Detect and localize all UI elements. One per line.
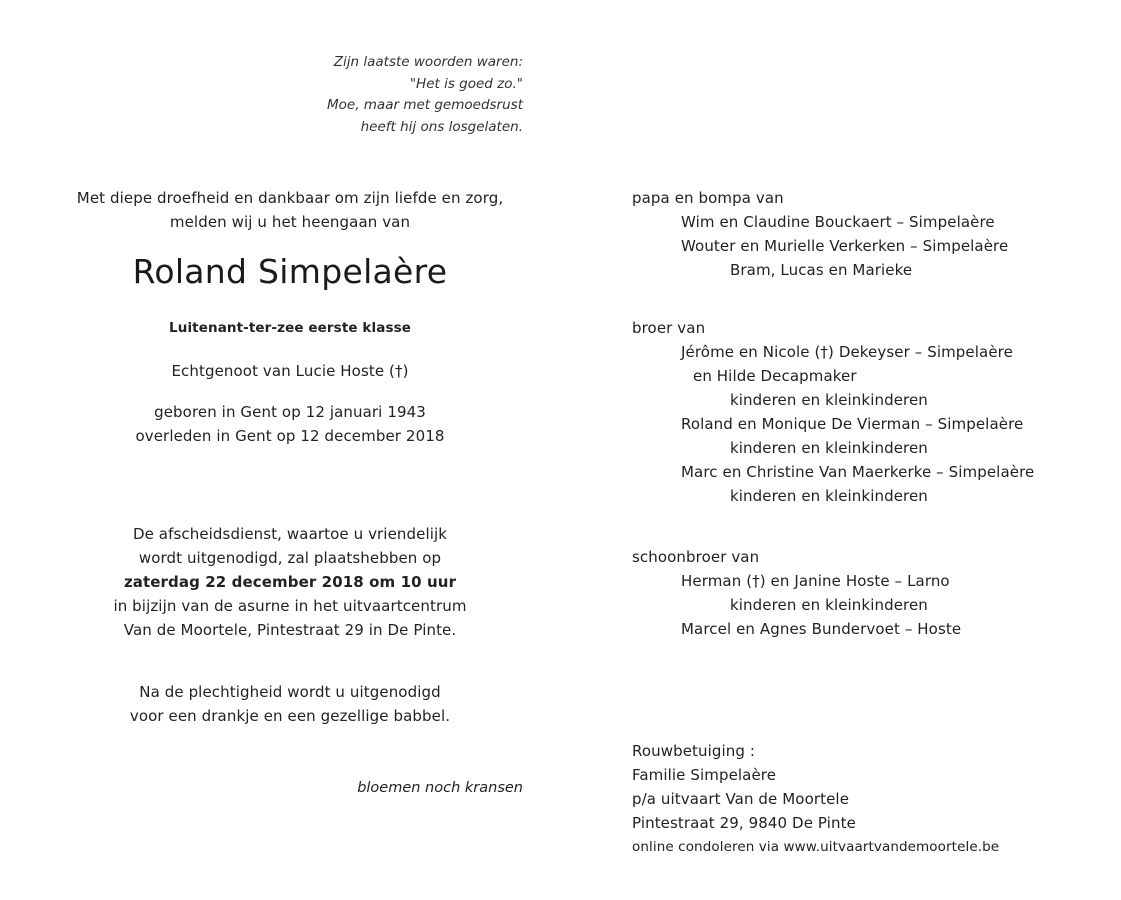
inlaw-descendants: kinderen en kleinkinderen bbox=[730, 596, 928, 614]
condolence-address bbox=[632, 739, 999, 859]
child-line: Wim en Claudine Bouckaert – Simpelaère bbox=[681, 213, 995, 231]
child-line: Wouter en Murielle Verkerken – Simpelaère bbox=[681, 237, 1009, 255]
reception-line: voor een drankje en een gezellige babbel. bbox=[129, 707, 451, 725]
condolence-heading: Rouwbetuiging : bbox=[632, 742, 756, 760]
sibling-descendants: kinderen en kleinkinderen bbox=[730, 487, 928, 505]
sibling-line: Marc en Christine Van Maerkerke – Simpelaère bbox=[681, 463, 1035, 481]
sibling-descendants: kinderen en kleinkinderen bbox=[730, 391, 928, 409]
quote-line: Zijn laatste woorden waren: bbox=[333, 54, 523, 70]
birth-line: geboren in Gent op 12 januari 1943 bbox=[154, 403, 426, 421]
sibling-line: Roland en Monique De Vierman – Simpelaère bbox=[681, 415, 1024, 433]
quote-line: heeft hij ons losgelaten. bbox=[360, 118, 523, 135]
condolence-line: Pintestraat 29, 9840 De Pinte bbox=[632, 814, 856, 832]
father-heading: papa en bompa van bbox=[632, 189, 784, 207]
announcement-line: Met diepe droefheid en dankbaar om zijn liefde en zorg, bbox=[76, 189, 504, 207]
quote-line: Moe, maar met gemoedsrust bbox=[326, 97, 523, 113]
deceased-rank: Luitenant-ter-zee eerste klasse bbox=[169, 320, 411, 336]
online-condolence-link[interactable]: online condoleren via www.uitvaartvandemoortele.be bbox=[632, 839, 1000, 855]
condolence-line: Familie Simpelaère bbox=[632, 766, 777, 784]
reception bbox=[40, 680, 540, 728]
service-line: in bijzijn van de asurne in het uitvaartcentrum bbox=[113, 597, 467, 615]
sibling-line: en Hilde Decapmaker bbox=[693, 367, 857, 385]
funeral-service bbox=[40, 522, 540, 642]
closing-quote bbox=[327, 52, 523, 138]
children-section bbox=[632, 186, 1008, 282]
condolence-line: p/a uitvaart Van de Moortele bbox=[632, 790, 850, 808]
life-dates bbox=[40, 400, 540, 448]
inlaw-heading: schoonbroer van bbox=[632, 548, 760, 566]
service-line: wordt uitgenodigd, zal plaatshebben op bbox=[138, 549, 442, 567]
inlaws-section bbox=[632, 545, 961, 641]
deceased-name: Roland Simpelaère bbox=[132, 252, 448, 291]
inlaw-line: Marcel en Agnes Bundervoet – Hoste bbox=[681, 620, 962, 638]
reception-line: Na de plechtigheid wordt u uitgenodigd bbox=[139, 683, 441, 701]
inlaw-line: Herman (†) en Janine Hoste – Larno bbox=[681, 572, 950, 590]
sibling-descendants: kinderen en kleinkinderen bbox=[730, 439, 928, 457]
deceased-spouse: Echtgenoot van Lucie Hoste (†) bbox=[171, 362, 409, 380]
sibling-line: Jérôme en Nicole (†) Dekeyser – Simpelaère bbox=[681, 343, 1013, 361]
grandchildren-line: Bram, Lucas en Marieke bbox=[730, 261, 913, 279]
flowers-note: bloemen noch kransen bbox=[357, 780, 523, 796]
siblings-section bbox=[632, 316, 1034, 508]
brother-heading: broer van bbox=[632, 319, 706, 337]
service-line: De afscheidsdienst, waartoe u vriendelijk bbox=[132, 525, 448, 543]
announcement bbox=[40, 186, 540, 234]
death-line: overleden in Gent op 12 december 2018 bbox=[135, 427, 445, 445]
service-line: Van de Moortele, Pintestraat 29 in De Pinte. bbox=[123, 621, 457, 639]
quote-line: "Het is goed zo." bbox=[409, 75, 523, 92]
service-date: zaterdag 22 december 2018 om 10 uur bbox=[123, 573, 457, 591]
announcement-line: melden wij u het heengaan van bbox=[169, 213, 411, 231]
